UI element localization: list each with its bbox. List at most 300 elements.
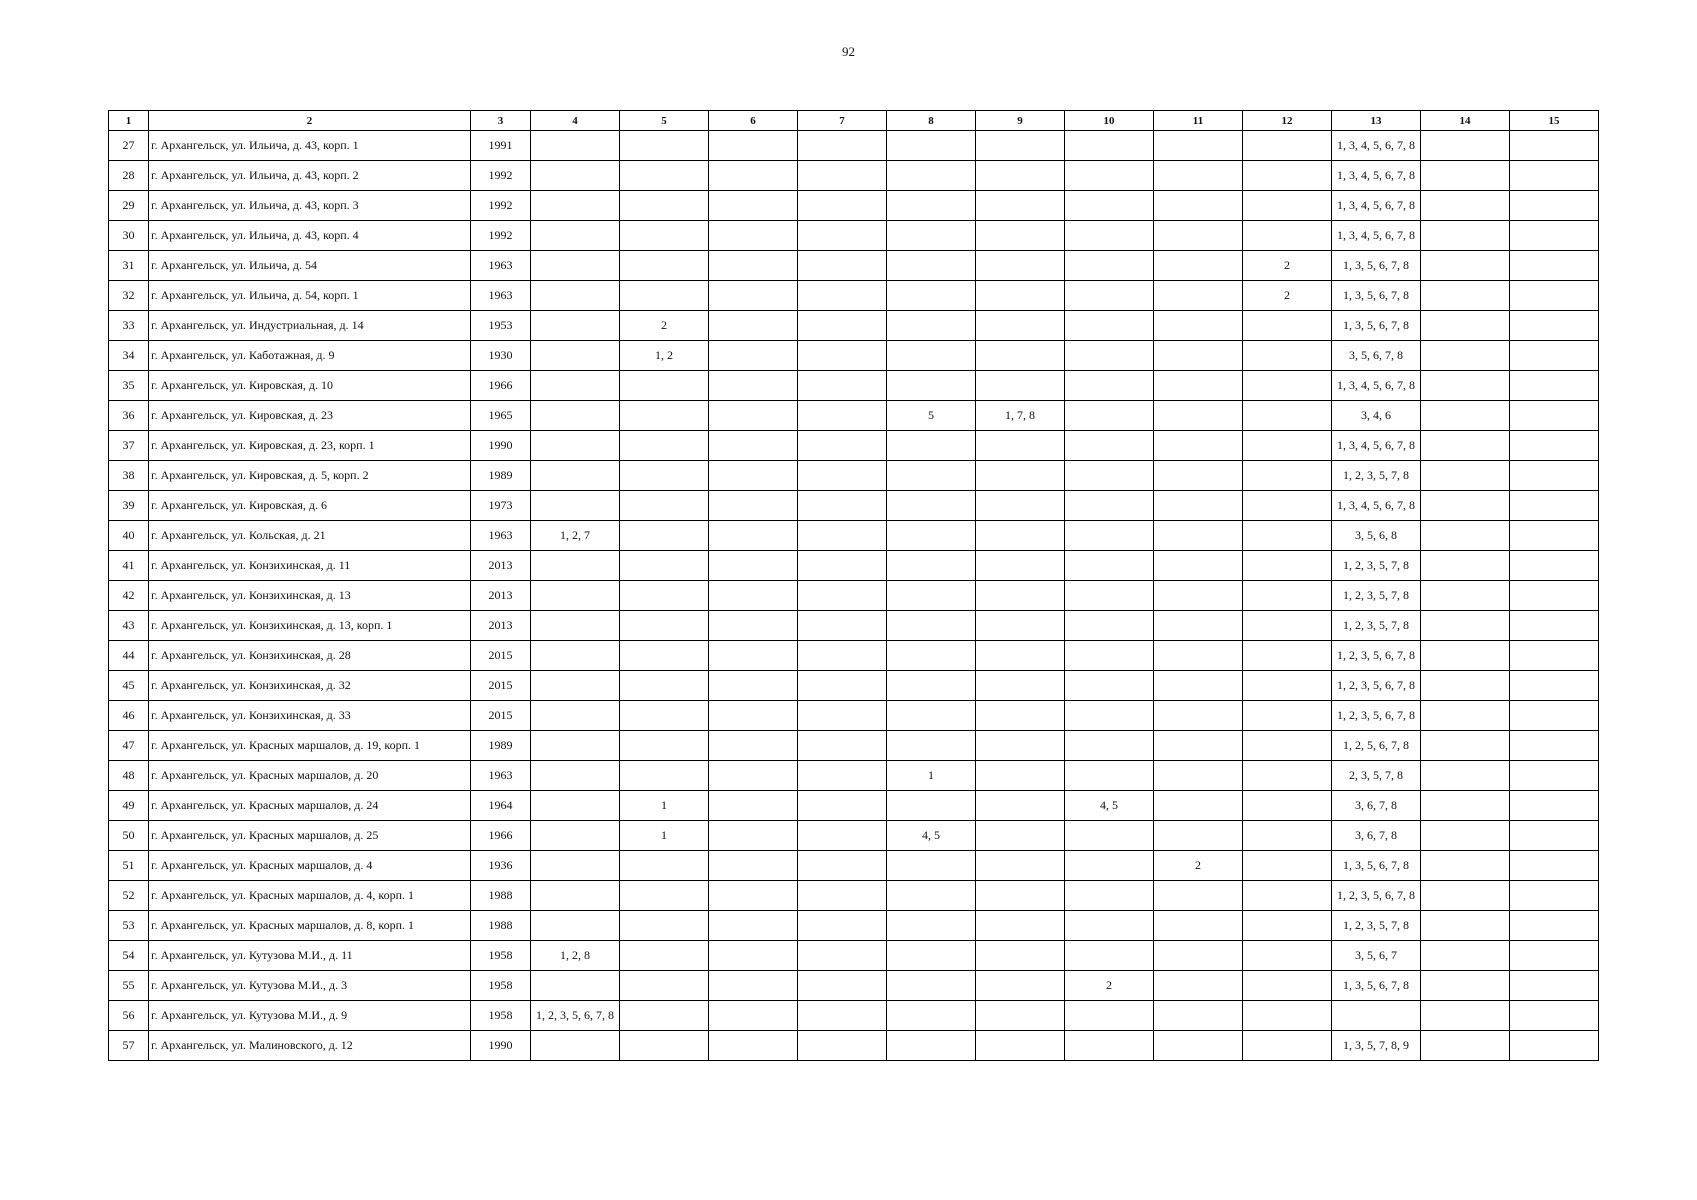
table-row bbox=[109, 221, 1599, 251]
table-cell bbox=[1154, 521, 1243, 551]
row-number-cell: 45 bbox=[109, 671, 149, 701]
table-cell bbox=[709, 641, 798, 671]
table-cell bbox=[709, 251, 798, 281]
table-cell bbox=[1065, 431, 1154, 461]
table-cell bbox=[976, 671, 1065, 701]
table-cell: 1, 3, 5, 6, 7, 8 bbox=[1332, 971, 1421, 1001]
table-cell bbox=[620, 431, 709, 461]
table-cell bbox=[1243, 1031, 1332, 1061]
table-cell bbox=[1421, 671, 1510, 701]
address-cell: г. Архангельск, ул. Конзихинская, д. 32 bbox=[149, 671, 471, 701]
table-cell bbox=[1421, 851, 1510, 881]
table-cell bbox=[976, 581, 1065, 611]
table-cell bbox=[709, 701, 798, 731]
table-row bbox=[109, 401, 1599, 431]
table-cell bbox=[1154, 311, 1243, 341]
table-cell bbox=[1065, 521, 1154, 551]
year-cell: 1990 bbox=[471, 1031, 531, 1061]
table-cell bbox=[531, 731, 620, 761]
table-cell bbox=[887, 971, 976, 1001]
table-cell bbox=[1154, 641, 1243, 671]
table-cell: 2, 3, 5, 7, 8 bbox=[1332, 761, 1421, 791]
table-cell: 1, 2, 7 bbox=[531, 521, 620, 551]
table-cell bbox=[1421, 581, 1510, 611]
column-header: 13 bbox=[1332, 111, 1421, 131]
table-cell bbox=[1154, 881, 1243, 911]
table-cell: 1, 2, 8 bbox=[531, 941, 620, 971]
table-cell bbox=[1154, 341, 1243, 371]
table-cell bbox=[1510, 131, 1599, 161]
row-number-cell: 29 bbox=[109, 191, 149, 221]
table-cell: 1, 2, 3, 5, 6, 7, 8 bbox=[1332, 671, 1421, 701]
table-cell bbox=[709, 131, 798, 161]
year-cell: 1958 bbox=[471, 941, 531, 971]
column-header: 15 bbox=[1510, 111, 1599, 131]
table-cell bbox=[531, 461, 620, 491]
table-cell bbox=[1510, 461, 1599, 491]
column-header: 2 bbox=[149, 111, 471, 131]
address-cell: г. Архангельск, ул. Индустриальная, д. 14 bbox=[149, 311, 471, 341]
page-number: 92 bbox=[842, 44, 855, 59]
column-header: 5 bbox=[620, 111, 709, 131]
table-cell bbox=[1243, 701, 1332, 731]
address-cell: г. Архангельск, ул. Ильича, д. 43, корп. 1 bbox=[149, 131, 471, 161]
year-cell: 1936 bbox=[471, 851, 531, 881]
table-cell: 1, 3, 5, 6, 7, 8 bbox=[1332, 281, 1421, 311]
table-cell bbox=[1154, 461, 1243, 491]
table-cell bbox=[1510, 581, 1599, 611]
table-cell bbox=[1154, 251, 1243, 281]
table-cell bbox=[1065, 161, 1154, 191]
table-cell bbox=[887, 251, 976, 281]
table-cell: 1, 2, 3, 5, 6, 7, 8 bbox=[1332, 641, 1421, 671]
table-cell bbox=[531, 971, 620, 1001]
year-cell: 1992 bbox=[471, 161, 531, 191]
table-cell bbox=[620, 221, 709, 251]
table-cell bbox=[1421, 701, 1510, 731]
table-cell bbox=[531, 221, 620, 251]
row-number-cell: 47 bbox=[109, 731, 149, 761]
table-cell bbox=[798, 431, 887, 461]
table-cell bbox=[887, 371, 976, 401]
table-cell: 1, 3, 4, 5, 6, 7, 8 bbox=[1332, 371, 1421, 401]
table-cell bbox=[1154, 701, 1243, 731]
table-cell bbox=[976, 911, 1065, 941]
housing-register-table bbox=[108, 110, 1599, 1061]
table-cell bbox=[531, 611, 620, 641]
table-cell bbox=[709, 581, 798, 611]
table-cell bbox=[1421, 161, 1510, 191]
table-cell bbox=[887, 911, 976, 941]
year-cell: 1989 bbox=[471, 461, 531, 491]
table-cell bbox=[1065, 281, 1154, 311]
table-cell bbox=[1421, 641, 1510, 671]
table-cell bbox=[976, 1001, 1065, 1031]
year-cell: 2013 bbox=[471, 551, 531, 581]
row-number-cell: 40 bbox=[109, 521, 149, 551]
table-cell bbox=[798, 851, 887, 881]
year-cell: 2015 bbox=[471, 671, 531, 701]
table-cell bbox=[1243, 161, 1332, 191]
table-cell bbox=[1154, 941, 1243, 971]
table-cell bbox=[709, 671, 798, 701]
address-cell: г. Архангельск, ул. Кировская, д. 5, корп. 2 bbox=[149, 461, 471, 491]
row-number-cell: 33 bbox=[109, 311, 149, 341]
address-cell: г. Архангельск, ул. Кировская, д. 10 bbox=[149, 371, 471, 401]
table-cell bbox=[709, 461, 798, 491]
table-cell bbox=[1510, 971, 1599, 1001]
table-cell bbox=[1065, 131, 1154, 161]
table-cell bbox=[1421, 401, 1510, 431]
table-cell bbox=[1154, 1001, 1243, 1031]
table-cell: 2 bbox=[1243, 251, 1332, 281]
table-cell bbox=[798, 671, 887, 701]
year-cell: 1963 bbox=[471, 281, 531, 311]
table-cell: 1, 2 bbox=[620, 341, 709, 371]
table-cell bbox=[976, 851, 1065, 881]
table-cell: 1, 3, 4, 5, 6, 7, 8 bbox=[1332, 221, 1421, 251]
year-cell: 1973 bbox=[471, 491, 531, 521]
table-cell bbox=[1510, 491, 1599, 521]
table-cell bbox=[531, 161, 620, 191]
table-cell bbox=[1065, 941, 1154, 971]
table-cell: 3, 6, 7, 8 bbox=[1332, 821, 1421, 851]
table-cell bbox=[1065, 191, 1154, 221]
table-cell bbox=[709, 731, 798, 761]
table-cell bbox=[798, 221, 887, 251]
table-row bbox=[109, 131, 1599, 161]
table-cell: 3, 5, 6, 8 bbox=[1332, 521, 1421, 551]
year-cell: 2013 bbox=[471, 581, 531, 611]
table-cell bbox=[887, 731, 976, 761]
table-cell: 2 bbox=[1154, 851, 1243, 881]
table-row bbox=[109, 1031, 1599, 1061]
table-cell bbox=[1243, 371, 1332, 401]
row-number-cell: 38 bbox=[109, 461, 149, 491]
table-row bbox=[109, 251, 1599, 281]
table-cell bbox=[1243, 551, 1332, 581]
table-row bbox=[109, 911, 1599, 941]
table-cell bbox=[1154, 551, 1243, 581]
table-cell bbox=[709, 431, 798, 461]
address-cell: г. Архангельск, ул. Кировская, д. 6 bbox=[149, 491, 471, 521]
table-cell bbox=[887, 1031, 976, 1061]
table-cell bbox=[1065, 251, 1154, 281]
table-row bbox=[109, 881, 1599, 911]
table-cell bbox=[531, 191, 620, 221]
table-cell bbox=[1510, 911, 1599, 941]
table-cell bbox=[620, 551, 709, 581]
row-number-cell: 51 bbox=[109, 851, 149, 881]
table-cell bbox=[887, 461, 976, 491]
table-cell bbox=[1243, 131, 1332, 161]
table-cell: 1 bbox=[620, 791, 709, 821]
table-row bbox=[109, 941, 1599, 971]
table-cell bbox=[976, 791, 1065, 821]
row-number-cell: 48 bbox=[109, 761, 149, 791]
table-cell bbox=[620, 1001, 709, 1031]
table-cell: 1, 3, 5, 6, 7, 8 bbox=[1332, 251, 1421, 281]
table-cell bbox=[1510, 791, 1599, 821]
address-cell: г. Архангельск, ул. Красных маршалов, д. 4 bbox=[149, 851, 471, 881]
table-cell: 3, 5, 6, 7 bbox=[1332, 941, 1421, 971]
table-cell bbox=[976, 941, 1065, 971]
table-cell bbox=[1065, 761, 1154, 791]
table-cell bbox=[531, 881, 620, 911]
table-cell bbox=[1421, 371, 1510, 401]
table-cell bbox=[976, 821, 1065, 851]
table-cell bbox=[1421, 491, 1510, 521]
table-cell bbox=[1510, 821, 1599, 851]
table-cell: 5 bbox=[887, 401, 976, 431]
address-cell: г. Архангельск, ул. Ильича, д. 43, корп. 4 bbox=[149, 221, 471, 251]
table-cell bbox=[798, 941, 887, 971]
table-cell bbox=[1154, 431, 1243, 461]
table-cell bbox=[531, 791, 620, 821]
table-cell bbox=[620, 401, 709, 431]
address-cell: г. Архангельск, ул. Красных маршалов, д. 8, корп. 1 bbox=[149, 911, 471, 941]
table-cell bbox=[709, 821, 798, 851]
table-cell bbox=[1243, 581, 1332, 611]
table-cell bbox=[620, 491, 709, 521]
table-cell bbox=[1154, 611, 1243, 641]
table-cell bbox=[531, 551, 620, 581]
table-cell bbox=[620, 281, 709, 311]
table-cell bbox=[798, 761, 887, 791]
table-row bbox=[109, 581, 1599, 611]
table-row bbox=[109, 1001, 1599, 1031]
table-cell bbox=[531, 671, 620, 701]
table-cell bbox=[887, 851, 976, 881]
table-cell bbox=[976, 731, 1065, 761]
table-cell bbox=[976, 611, 1065, 641]
table-header-row bbox=[109, 111, 1599, 131]
address-cell: г. Архангельск, ул. Ильича, д. 43, корп. 2 bbox=[149, 161, 471, 191]
table-cell bbox=[709, 281, 798, 311]
table-cell bbox=[1421, 251, 1510, 281]
table-cell bbox=[1421, 221, 1510, 251]
table-row bbox=[109, 191, 1599, 221]
table-row bbox=[109, 761, 1599, 791]
table-cell bbox=[1510, 161, 1599, 191]
table-row bbox=[109, 671, 1599, 701]
table-cell bbox=[709, 521, 798, 551]
table-cell bbox=[1243, 191, 1332, 221]
address-cell: г. Архангельск, ул. Красных маршалов, д. 24 bbox=[149, 791, 471, 821]
table-cell bbox=[798, 821, 887, 851]
table-cell bbox=[620, 131, 709, 161]
table-row bbox=[109, 431, 1599, 461]
table-cell bbox=[531, 761, 620, 791]
table-cell bbox=[620, 731, 709, 761]
table-cell bbox=[709, 791, 798, 821]
year-cell: 1963 bbox=[471, 251, 531, 281]
table-cell bbox=[1065, 581, 1154, 611]
table-cell bbox=[620, 941, 709, 971]
table-cell bbox=[1065, 701, 1154, 731]
table-cell bbox=[531, 821, 620, 851]
year-cell: 1953 bbox=[471, 311, 531, 341]
address-cell: г. Архангельск, ул. Каботажная, д. 9 bbox=[149, 341, 471, 371]
table-cell bbox=[1510, 251, 1599, 281]
table-cell: 2 bbox=[1065, 971, 1154, 1001]
row-number-cell: 30 bbox=[109, 221, 149, 251]
table-row bbox=[109, 641, 1599, 671]
table-cell: 3, 6, 7, 8 bbox=[1332, 791, 1421, 821]
table-cell bbox=[887, 701, 976, 731]
address-cell: г. Архангельск, ул. Красных маршалов, д. 25 bbox=[149, 821, 471, 851]
table-cell: 1, 3, 4, 5, 6, 7, 8 bbox=[1332, 491, 1421, 521]
year-cell: 1966 bbox=[471, 821, 531, 851]
table-cell bbox=[1243, 821, 1332, 851]
table-cell bbox=[1065, 341, 1154, 371]
table-cell bbox=[1421, 461, 1510, 491]
year-cell: 2015 bbox=[471, 641, 531, 671]
table-cell bbox=[976, 1031, 1065, 1061]
table-row bbox=[109, 701, 1599, 731]
table-cell bbox=[798, 1031, 887, 1061]
table-cell bbox=[1510, 191, 1599, 221]
table-cell: 1, 2, 3, 5, 7, 8 bbox=[1332, 911, 1421, 941]
year-cell: 1966 bbox=[471, 371, 531, 401]
table-cell: 1, 3, 5, 7, 8, 9 bbox=[1332, 1031, 1421, 1061]
table-cell bbox=[887, 941, 976, 971]
table-cell bbox=[1065, 1031, 1154, 1061]
table-cell bbox=[1243, 1001, 1332, 1031]
table-cell bbox=[1154, 491, 1243, 521]
table-cell bbox=[709, 611, 798, 641]
row-number-cell: 31 bbox=[109, 251, 149, 281]
table-cell bbox=[1421, 551, 1510, 581]
table-cell: 1, 2, 3, 5, 7, 8 bbox=[1332, 581, 1421, 611]
table-cell bbox=[798, 791, 887, 821]
year-cell: 1992 bbox=[471, 221, 531, 251]
table-cell bbox=[887, 191, 976, 221]
table-cell bbox=[709, 551, 798, 581]
table-cell bbox=[1065, 911, 1154, 941]
table-cell bbox=[1421, 731, 1510, 761]
table-cell bbox=[1421, 341, 1510, 371]
table-cell bbox=[798, 1001, 887, 1031]
table-cell bbox=[620, 581, 709, 611]
table-cell: 3, 4, 6 bbox=[1332, 401, 1421, 431]
table-cell bbox=[1421, 611, 1510, 641]
table-cell bbox=[1421, 761, 1510, 791]
table-cell bbox=[887, 491, 976, 521]
table-cell bbox=[1243, 311, 1332, 341]
table-cell bbox=[709, 161, 798, 191]
table-cell bbox=[1154, 281, 1243, 311]
table-cell bbox=[1243, 761, 1332, 791]
table-cell bbox=[1243, 851, 1332, 881]
address-cell: г. Архангельск, ул. Красных маршалов, д. 20 bbox=[149, 761, 471, 791]
table-cell bbox=[1243, 791, 1332, 821]
table-cell bbox=[1154, 581, 1243, 611]
table-cell bbox=[1065, 671, 1154, 701]
table-cell bbox=[1421, 881, 1510, 911]
table-cell: 1, 3, 4, 5, 6, 7, 8 bbox=[1332, 161, 1421, 191]
table-cell bbox=[709, 1031, 798, 1061]
table-cell bbox=[709, 851, 798, 881]
table-cell bbox=[1243, 461, 1332, 491]
address-cell: г. Архангельск, ул. Кольская, д. 21 bbox=[149, 521, 471, 551]
table-cell: 1 bbox=[887, 761, 976, 791]
table-cell bbox=[709, 311, 798, 341]
table-cell bbox=[709, 341, 798, 371]
table-cell bbox=[709, 191, 798, 221]
table-cell bbox=[976, 461, 1065, 491]
address-cell: г. Архангельск, ул. Красных маршалов, д. 4, корп. 1 bbox=[149, 881, 471, 911]
column-header: 10 bbox=[1065, 111, 1154, 131]
table-cell bbox=[1510, 431, 1599, 461]
table-cell bbox=[709, 881, 798, 911]
row-number-cell: 28 bbox=[109, 161, 149, 191]
table-cell bbox=[887, 1001, 976, 1031]
table-cell bbox=[531, 491, 620, 521]
table-cell bbox=[620, 911, 709, 941]
table-cell bbox=[1065, 221, 1154, 251]
table-cell bbox=[1154, 371, 1243, 401]
row-number-cell: 49 bbox=[109, 791, 149, 821]
table-row bbox=[109, 341, 1599, 371]
column-header: 12 bbox=[1243, 111, 1332, 131]
table-cell bbox=[1421, 311, 1510, 341]
table-cell bbox=[1065, 821, 1154, 851]
table-cell bbox=[1065, 1001, 1154, 1031]
table-cell bbox=[976, 371, 1065, 401]
table-cell bbox=[887, 161, 976, 191]
table-cell bbox=[798, 911, 887, 941]
table-cell bbox=[798, 251, 887, 281]
table-row bbox=[109, 161, 1599, 191]
table-cell bbox=[1065, 641, 1154, 671]
year-cell: 1963 bbox=[471, 521, 531, 551]
table-cell bbox=[887, 221, 976, 251]
table-cell: 1, 2, 3, 5, 7, 8 bbox=[1332, 461, 1421, 491]
table-cell bbox=[620, 461, 709, 491]
table-cell bbox=[620, 671, 709, 701]
table-cell bbox=[1510, 1001, 1599, 1031]
table-cell bbox=[531, 311, 620, 341]
table-cell bbox=[531, 911, 620, 941]
table-cell bbox=[798, 491, 887, 521]
table-cell bbox=[620, 851, 709, 881]
table-cell bbox=[1243, 941, 1332, 971]
table-cell bbox=[1065, 851, 1154, 881]
table-cell bbox=[1510, 521, 1599, 551]
table-cell bbox=[1421, 521, 1510, 551]
address-cell: г. Архангельск, ул. Кутузова М.И., д. 9 bbox=[149, 1001, 471, 1031]
year-cell: 1988 bbox=[471, 881, 531, 911]
table-cell bbox=[1421, 911, 1510, 941]
table-cell bbox=[1154, 821, 1243, 851]
table-cell bbox=[1510, 701, 1599, 731]
table-cell bbox=[887, 341, 976, 371]
table-cell bbox=[1243, 431, 1332, 461]
table-cell bbox=[531, 251, 620, 281]
table-cell bbox=[1421, 971, 1510, 1001]
year-cell: 2015 bbox=[471, 701, 531, 731]
table-cell bbox=[709, 221, 798, 251]
table-cell bbox=[1510, 641, 1599, 671]
table-cell: 2 bbox=[1243, 281, 1332, 311]
table-cell bbox=[531, 401, 620, 431]
table-cell bbox=[798, 731, 887, 761]
table-cell bbox=[976, 881, 1065, 911]
table-cell bbox=[1421, 131, 1510, 161]
table-cell: 1, 2, 3, 5, 6, 7, 8 bbox=[1332, 701, 1421, 731]
row-number-cell: 53 bbox=[109, 911, 149, 941]
